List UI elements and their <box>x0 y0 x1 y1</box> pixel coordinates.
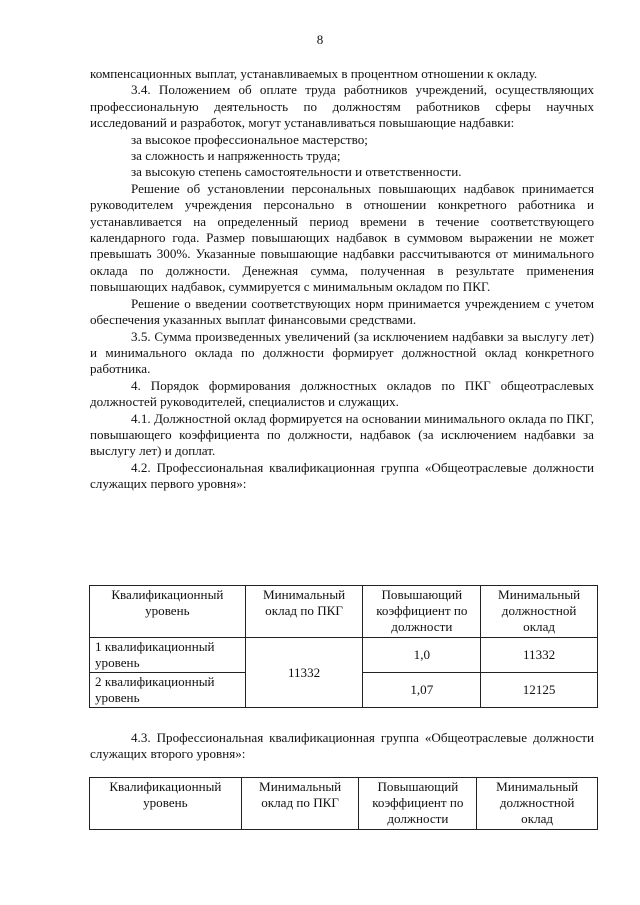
table-header-cell: Повышающий коэффициент по должности <box>363 586 481 638</box>
table-row <box>90 638 598 673</box>
table-header-cell: Минимальный оклад по ПКГ <box>241 778 359 830</box>
table-header-cell: Минимальный должностной оклад <box>477 778 598 830</box>
list-item: за высокую степень самостоятельности и ответственности. <box>131 164 462 180</box>
table-cell-salary: 12125 <box>481 673 598 708</box>
paragraph-3-5: 3.5. Сумма произведенных увеличений (за исключением надбавки за выслугу лет) и минимального оклада по должности формирует должностной оклад конкретного работника. <box>90 328 594 377</box>
paragraph-3-4: 3.4. Положением об оплате труда работников учреждений, осуществляющих профессиональную деятельность по должностям работников сферы научных исследований и разработок, могут устанавливаться повышающие надбавки: <box>90 82 594 131</box>
table-cell-min-salary: 11332 <box>245 638 363 708</box>
table-cell-coefficient: 1,07 <box>363 673 481 708</box>
salary-table-first-level <box>89 585 598 708</box>
table-header-cell: Минимальный должностной оклад <box>481 586 598 638</box>
list-item: за высокое профессиональное мастерство; <box>131 131 368 147</box>
table-header-row <box>90 586 598 638</box>
paragraph-4-3: 4.3. Профессиональная квалификационная группа «Общеотраслевые должности служащих второго уровня»: <box>90 730 594 762</box>
paragraph-4-1: 4.1. Должностной оклад формируется на основании минимального оклада по ПКГ, повышающего коэффициента по должности, надбавок (за исключением надбавки за выслугу лет) и доплат. <box>90 410 594 459</box>
table-header-cell: Квалификационный уровень <box>90 586 246 638</box>
table-header-cell: Минимальный оклад по ПКГ <box>245 586 363 638</box>
page-number: 8 <box>316 32 324 47</box>
paragraph-4: 4. Порядок формирования должностных окладов по ПКГ общеотраслевых должностей руководителей, специалистов и служащих. <box>90 377 594 410</box>
paragraph: Решение о введении соответствующих норм принимается учреждением с учетом обеспечения указанных выплат финансовыми средствами. <box>90 295 594 328</box>
table-header-cell: Повышающий коэффициент по должности <box>359 778 477 830</box>
paragraph: Решение об установлении персональных повышающих надбавок принимается руководителем учреждения персонально в отношении конкретного работника и устанавливается на определенный период времени в течение соответствующего календарного года. Размер повышающих надбавок в суммовом выражении не может превышать 300%. Указанные повышающие надбавки рассчитываются от минимального оклада по должности. Денежная сумма, полученная в результате применения повышающих надбавок, суммируется с минимальным окладом по ПКГ. <box>90 180 594 295</box>
table-cell-salary: 11332 <box>481 638 598 673</box>
table-cell-level: 1 квалификационный уровень <box>90 638 246 673</box>
table-cell-level: 2 квалификационный уровень <box>90 673 246 708</box>
table-cell-coefficient: 1,0 <box>363 638 481 673</box>
paragraph-4-2: 4.2. Профессиональная квалификационная группа «Общеотраслевые должности служащих первого уровня»: <box>90 459 594 492</box>
salary-table-second-level <box>89 777 598 830</box>
document-body <box>90 66 594 493</box>
table-header-row <box>90 778 598 830</box>
table-header-cell: Квалификационный уровень <box>90 778 242 830</box>
paragraph: компенсационных выплат, устанавливаемых в процентном отношении к окладу. <box>90 66 538 81</box>
list-item: за сложность и напряженность труда; <box>131 148 341 164</box>
